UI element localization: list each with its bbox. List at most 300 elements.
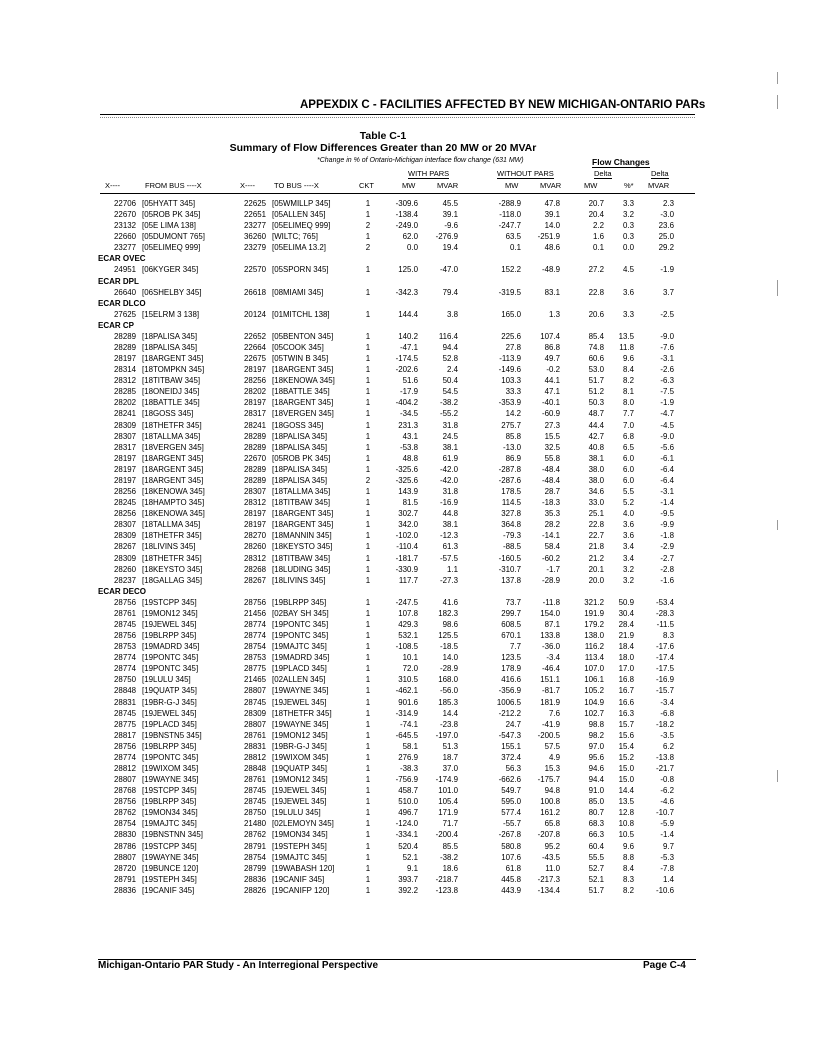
delta-percent: 8.0 <box>623 398 634 408</box>
mw-without-pars: 416.6 <box>501 675 521 685</box>
delta-mvar: -6.8 <box>660 708 674 718</box>
mvar-without-pars: 1.3 <box>549 309 560 319</box>
from-bus-number: 28812 <box>114 763 136 773</box>
table-row <box>0 220 814 231</box>
to-bus-number: 28791 <box>244 841 266 851</box>
mvar-without-pars: 65.8 <box>544 819 560 829</box>
delta-mw: 1.6 <box>593 232 604 242</box>
table-row <box>0 874 814 885</box>
from-bus-number: 23277 <box>114 243 136 253</box>
circuit: 1 <box>365 675 371 685</box>
delta-percent: 16.3 <box>618 708 634 718</box>
mw-with-pars: -74.1 <box>400 719 418 729</box>
to-bus-name: [18ARGENT 345] <box>272 520 334 530</box>
to-bus-number: 28754 <box>244 852 266 862</box>
mvar-with-pars: 18.6 <box>442 863 458 873</box>
col-mvar-without: MVAR <box>540 181 562 190</box>
mw-without-pars: 178.5 <box>501 487 521 497</box>
mw-without-pars: 24.7 <box>505 719 521 729</box>
mvar-with-pars: -276.9 <box>435 232 458 242</box>
mw-without-pars: -353.9 <box>498 398 521 408</box>
mw-without-pars: 155.1 <box>501 741 521 751</box>
to-bus-name: [19WAYNE 345] <box>272 719 329 729</box>
table-row <box>0 796 814 807</box>
from-bus-number: 28807 <box>114 775 136 785</box>
delta-mvar: -6.4 <box>660 464 674 474</box>
delta-mw: 106.1 <box>584 675 604 685</box>
from-bus-number: 27625 <box>114 309 136 319</box>
from-bus-name: [05ROB PK 345] <box>142 210 201 220</box>
to-bus-number: 28754 <box>244 642 266 652</box>
mvar-without-pars: 47.1 <box>544 387 560 397</box>
mw-with-pars: 310.5 <box>398 675 418 685</box>
mw-with-pars: -314.9 <box>395 708 418 718</box>
to-bus-name: [19STEPH 345] <box>272 841 327 851</box>
delta-mw: 53.0 <box>588 365 604 375</box>
to-bus-number: 26618 <box>244 287 266 297</box>
table-row <box>0 231 814 242</box>
from-bus-name: [05DUMONT 765] <box>142 232 206 242</box>
delta-mvar: -3.0 <box>660 210 674 220</box>
to-bus-name: [19CANIF 345] <box>272 874 325 884</box>
from-bus-name: [18TALLMA 345] <box>142 520 201 530</box>
from-bus-number: 28307 <box>114 520 136 530</box>
delta-mw: 97.0 <box>588 741 604 751</box>
from-bus-number: 28753 <box>114 642 136 652</box>
mw-with-pars: 510.0 <box>398 797 418 807</box>
mw-with-pars: 51.6 <box>402 376 418 386</box>
col-delta-mw: MW <box>584 181 598 190</box>
mvar-with-pars: -23.8 <box>440 719 458 729</box>
mvar-without-pars: 44.1 <box>544 376 560 386</box>
mvar-with-pars: 101.0 <box>438 786 458 796</box>
delta-mw: 22.8 <box>588 520 604 530</box>
delta-mvar: -4.7 <box>660 409 674 419</box>
delta-percent: 7.0 <box>623 420 634 430</box>
table-row <box>0 397 814 408</box>
circuit: 1 <box>365 542 371 552</box>
circuit: 1 <box>365 420 371 430</box>
delta-mw: 113.4 <box>584 653 604 663</box>
mvar-without-pars: 55.8 <box>544 453 560 463</box>
delta-mw: 85.0 <box>588 797 604 807</box>
mw-without-pars: 86.9 <box>505 453 521 463</box>
to-bus-number: 28289 <box>244 475 266 485</box>
to-bus-name: [18PALISA 345] <box>272 431 328 441</box>
mw-without-pars: -288.9 <box>498 199 521 208</box>
delta-percent: 12.8 <box>618 808 634 818</box>
delta-mw: 44.4 <box>588 420 604 430</box>
to-bus-number: 22670 <box>244 453 266 463</box>
mw-with-pars: -325.6 <box>395 464 418 474</box>
delta-mw: 40.8 <box>588 442 604 452</box>
mvar-without-pars: 154.0 <box>540 608 560 618</box>
to-bus-number: 28831 <box>244 741 266 751</box>
from-bus-name: [18BATTLE 345] <box>142 398 200 408</box>
mw-without-pars: 14.2 <box>505 409 521 419</box>
circuit: 1 <box>365 708 371 718</box>
from-bus-name: [19JEWEL 345] <box>142 708 197 718</box>
to-bus-name: [05ALLEN 345] <box>272 210 326 220</box>
circuit: 1 <box>365 830 371 840</box>
to-bus-name: [02BAY SH 345] <box>272 608 329 618</box>
scan-edge-mark <box>777 770 778 782</box>
mw-without-pars: 103.3 <box>501 376 521 386</box>
delta-percent: 9.6 <box>623 354 634 364</box>
mvar-without-pars: -46.4 <box>542 664 560 674</box>
to-bus-number: 28775 <box>244 664 266 674</box>
table-row <box>0 818 814 829</box>
mw-with-pars: -325.6 <box>395 475 418 485</box>
mvar-with-pars: 41.6 <box>442 597 458 607</box>
mw-without-pars: 152.2 <box>501 265 521 275</box>
delta-mvar: -6.3 <box>660 376 674 386</box>
delta-mvar: -16.9 <box>656 675 674 685</box>
to-bus-number: 28197 <box>244 398 266 408</box>
to-bus-name: [19MADRD 345] <box>272 653 330 663</box>
from-bus-number: 28756 <box>114 631 136 641</box>
circuit: 1 <box>365 199 371 208</box>
delta-header: Delta <box>594 169 612 178</box>
mw-with-pars: -309.6 <box>395 199 418 208</box>
mw-without-pars: 165.0 <box>501 309 521 319</box>
mw-with-pars: 458.7 <box>398 786 418 796</box>
to-bus-number: 28745 <box>244 786 266 796</box>
delta-mvar: -2.5 <box>660 309 674 319</box>
from-bus-name: [18TITBAW 345] <box>142 376 201 386</box>
delta-mvar: 23.6 <box>658 221 674 231</box>
circuit: 1 <box>365 387 371 397</box>
from-bus-number: 28817 <box>114 730 136 740</box>
table-row <box>0 553 814 564</box>
to-bus-number: 28260 <box>244 542 266 552</box>
mw-without-pars: 178.9 <box>501 664 521 674</box>
mw-with-pars: 532.1 <box>398 631 418 641</box>
from-bus-name: [18TOMPKN 345] <box>142 365 205 375</box>
circuit: 1 <box>365 697 371 707</box>
delta-percent: 5.5 <box>623 487 634 497</box>
from-bus-name: [19BLRPP 345] <box>142 797 197 807</box>
scan-edge-mark <box>777 95 778 109</box>
delta-mvar: -7.6 <box>660 343 674 353</box>
column-header-rule <box>100 193 695 194</box>
mw-without-pars: -212.2 <box>498 708 521 718</box>
circuit: 1 <box>365 575 371 585</box>
mvar-without-pars: -1.7 <box>546 564 560 574</box>
to-bus-number: 22664 <box>244 343 266 353</box>
mvar-without-pars: 49.7 <box>544 354 560 364</box>
delta-mw: 27.2 <box>588 265 604 275</box>
from-bus-number: 28761 <box>114 608 136 618</box>
mw-without-pars: -55.7 <box>503 819 521 829</box>
mw-with-pars: -108.5 <box>395 642 418 652</box>
mw-with-pars: 72.0 <box>402 664 418 674</box>
delta-mw: 95.6 <box>588 752 604 762</box>
table-row <box>0 863 814 874</box>
mvar-without-pars: 133.8 <box>540 631 560 641</box>
from-bus-number: 28312 <box>114 376 136 386</box>
from-bus-name: [18LIVINS 345] <box>142 542 196 552</box>
mvar-without-pars: -18.3 <box>542 498 560 508</box>
delta-mvar: -5.9 <box>660 819 674 829</box>
mw-without-pars: -13.0 <box>503 442 521 452</box>
from-bus-name: [19PONTC 345] <box>142 653 199 663</box>
to-bus-name: [18ARGENT 345] <box>272 365 334 375</box>
from-bus-name: [18GALLAG 345] <box>142 575 203 585</box>
from-bus-number: 28197 <box>114 475 136 485</box>
from-bus-number: 28774 <box>114 664 136 674</box>
mw-without-pars: 549.7 <box>501 786 521 796</box>
circuit: 1 <box>365 664 371 674</box>
mw-with-pars: 43.1 <box>402 431 418 441</box>
mvar-with-pars: -9.6 <box>444 221 458 231</box>
delta-mvar: -1.4 <box>660 830 674 840</box>
to-bus-name: [19MAJTC 345] <box>272 852 327 862</box>
circuit: 2 <box>365 475 371 485</box>
table-row <box>0 287 814 298</box>
table-row <box>0 364 814 375</box>
from-bus-name: [19BNSTNN 345] <box>142 830 203 840</box>
delta-percent: 6.0 <box>623 464 634 474</box>
mw-without-pars: 107.6 <box>501 852 521 862</box>
delta-mw: 38.0 <box>588 475 604 485</box>
group-heading <box>0 276 814 287</box>
circuit: 1 <box>365 763 371 773</box>
delta-mw: 85.4 <box>588 331 604 341</box>
from-bus-name: [19MON34 345] <box>142 808 198 818</box>
from-bus-number: 22660 <box>114 232 136 242</box>
to-bus-name: [19QUATP 345] <box>272 763 327 773</box>
delta-percent: 6.0 <box>623 475 634 485</box>
circuit: 1 <box>365 608 371 618</box>
to-bus-number: 28202 <box>244 387 266 397</box>
mvar-without-pars: 15.3 <box>544 763 560 773</box>
mvar-without-pars: -251.9 <box>537 232 560 242</box>
mvar-without-pars: -134.4 <box>537 885 560 895</box>
delta-mw: 33.0 <box>588 498 604 508</box>
mvar-without-pars: 87.1 <box>544 619 560 629</box>
group-label: ECAR DPL <box>98 276 139 286</box>
mw-without-pars: 61.8 <box>505 863 521 873</box>
mvar-without-pars: -41.9 <box>542 719 560 729</box>
delta-mw: 138.0 <box>584 631 604 641</box>
mvar-without-pars: 4.9 <box>549 752 560 762</box>
mvar-without-pars: -3.4 <box>546 653 560 663</box>
mvar-without-pars: 181.9 <box>540 697 560 707</box>
circuit: 1 <box>365 309 371 319</box>
to-bus-number: 28774 <box>244 619 266 629</box>
to-bus-name: [19MAJTC 345] <box>272 642 327 652</box>
to-bus-number: 28807 <box>244 686 266 696</box>
from-bus-number: 28309 <box>114 553 136 563</box>
delta-mvar: -2.6 <box>660 365 674 375</box>
mw-without-pars: 114.5 <box>501 498 521 508</box>
table-row <box>0 630 814 641</box>
to-bus-name: [19PONTC 345] <box>272 631 329 641</box>
delta-percent: 0.3 <box>623 221 634 231</box>
delta-mvar: -6.1 <box>660 453 674 463</box>
from-bus-name: [19JEWEL 345] <box>142 619 197 629</box>
mw-with-pars: 107.8 <box>398 608 418 618</box>
mvar-with-pars: -28.9 <box>440 664 458 674</box>
col-pct: %* <box>624 181 634 190</box>
mw-without-pars: -662.6 <box>498 775 521 785</box>
mw-with-pars: -342.3 <box>395 287 418 297</box>
to-bus-number: 28745 <box>244 697 266 707</box>
mvar-without-pars: 48.6 <box>544 243 560 253</box>
delta-mvar: -7.5 <box>660 387 674 397</box>
mvar-with-pars: 19.4 <box>442 243 458 253</box>
table-row <box>0 597 814 608</box>
delta-percent: 8.2 <box>623 376 634 386</box>
from-bus-name: [18ONEIDJ 345] <box>142 387 200 397</box>
delta-percent: 4.5 <box>623 265 634 275</box>
circuit: 1 <box>365 642 371 652</box>
mw-with-pars: 81.5 <box>402 498 418 508</box>
mw-with-pars: -462.1 <box>395 686 418 696</box>
from-bus-number: 28762 <box>114 808 136 818</box>
delta-mvar: -3.5 <box>660 730 674 740</box>
circuit: 1 <box>365 343 371 353</box>
table-row <box>0 541 814 552</box>
from-bus-number: 28197 <box>114 453 136 463</box>
table-row <box>0 752 814 763</box>
delta-percent: 3.3 <box>623 199 634 208</box>
mw-with-pars: -756.9 <box>395 775 418 785</box>
mvar-with-pars: 2.4 <box>447 365 458 375</box>
delta-percent: 18.0 <box>618 653 634 663</box>
from-bus-number: 28836 <box>114 885 136 895</box>
delta-mw: 60.4 <box>588 841 604 851</box>
mvar-without-pars: -43.5 <box>542 852 560 862</box>
group-heading <box>0 253 814 264</box>
to-bus-name: [19PONTC 345] <box>272 619 329 629</box>
mvar-with-pars: 39.1 <box>442 210 458 220</box>
to-bus-number: 22675 <box>244 354 266 364</box>
to-bus-number: 22570 <box>244 265 266 275</box>
delta-mvar: -9.5 <box>660 509 674 519</box>
mw-with-pars: -110.4 <box>396 542 418 552</box>
footer-title: Michigan-Ontario PAR Study - An Interregional Perspective <box>98 960 379 971</box>
delta-mvar: -9.0 <box>660 331 674 341</box>
from-bus-name: [19MAJTC 345] <box>142 819 197 829</box>
mvar-without-pars: 35.3 <box>544 509 560 519</box>
from-bus-name: [18KEYSTO 345] <box>142 564 203 574</box>
table-row <box>0 331 814 342</box>
delta-percent: 16.7 <box>618 686 634 696</box>
delta-mw: 34.6 <box>588 487 604 497</box>
circuit: 1 <box>365 287 371 297</box>
mvar-with-pars: 182.3 <box>438 608 458 618</box>
from-bus-name: [06SHELBY 345] <box>142 287 202 297</box>
mw-without-pars: -247.7 <box>498 221 521 231</box>
to-bus-number: 28807 <box>244 719 266 729</box>
to-bus-number: 22625 <box>244 199 266 208</box>
delta-percent: 0.0 <box>623 243 634 253</box>
delta-mw: 48.7 <box>588 409 604 419</box>
delta-mvar: 3.7 <box>663 287 674 297</box>
to-bus-number: 28309 <box>244 708 266 718</box>
to-bus-name: [18GOSS 345] <box>272 420 324 430</box>
mvar-without-pars: -60.9 <box>542 409 560 419</box>
mvar-with-pars: 31.8 <box>442 487 458 497</box>
delta-percent: 16.8 <box>618 675 634 685</box>
to-bus-number: 28317 <box>244 409 266 419</box>
from-bus-name: [18GOSS 345] <box>142 409 194 419</box>
mw-with-pars: -249.0 <box>395 221 418 231</box>
from-bus-name: [19WAYNE 345] <box>142 775 199 785</box>
circuit: 1 <box>365 653 371 663</box>
delta-mvar: -1.4 <box>660 498 674 508</box>
scan-edge-mark <box>777 72 778 84</box>
from-bus-name: [18THETFR 345] <box>142 553 202 563</box>
from-bus-name: [19PONTC 345] <box>142 752 199 762</box>
delta-mw: 66.3 <box>588 830 604 840</box>
delta-mw: 0.1 <box>593 243 604 253</box>
mw-with-pars: 276.9 <box>398 752 418 762</box>
from-bus-name: [19LULU 345] <box>142 675 191 685</box>
from-bus-name: [19MADRD 345] <box>142 642 200 652</box>
mw-with-pars: -334.1 <box>395 830 418 840</box>
to-bus-number: 28267 <box>244 575 266 585</box>
delta-mvar: -21.7 <box>656 763 674 773</box>
delta-percent: 5.2 <box>623 498 634 508</box>
header-rule <box>100 114 695 115</box>
from-bus-name: [19STCPP 345] <box>142 841 197 851</box>
mvar-with-pars: 105.4 <box>438 797 458 807</box>
mvar-without-pars: 107.4 <box>540 331 560 341</box>
from-bus-name: [18ARGENT 345] <box>142 464 204 474</box>
table-row <box>0 685 814 696</box>
delta-percent: 8.3 <box>623 874 634 884</box>
circuit: 1 <box>365 210 371 220</box>
to-bus-number: 28307 <box>244 487 266 497</box>
mvar-without-pars: -11.8 <box>542 597 560 607</box>
to-bus-name: [02ALLEN 345] <box>272 675 326 685</box>
mvar-with-pars: 54.5 <box>442 387 458 397</box>
to-bus-number: 28761 <box>244 730 266 740</box>
mvar-with-pars: 37.0 <box>442 763 458 773</box>
mw-with-pars: -53.8 <box>400 442 418 452</box>
from-bus-name: [18ARGENT 345] <box>142 453 204 463</box>
mw-with-pars: 10.1 <box>402 653 418 663</box>
from-bus-number: 28289 <box>114 331 136 341</box>
mvar-with-pars: 1.1 <box>447 564 458 574</box>
circuit: 1 <box>365 863 371 873</box>
mw-with-pars: -47.1 <box>400 343 418 353</box>
mw-without-pars: 7.7 <box>510 642 521 652</box>
mvar-with-pars: -123.8 <box>435 885 458 895</box>
to-bus-name: [18KEYSTO 345] <box>272 542 333 552</box>
delta-percent: 6.0 <box>623 453 634 463</box>
to-bus-name: [19JEWEL 345] <box>272 786 327 796</box>
from-bus-number: 28756 <box>114 741 136 751</box>
delta-percent: 10.8 <box>618 819 634 829</box>
to-bus-name: [19WIXOM 345] <box>272 752 329 762</box>
mw-without-pars: 0.1 <box>510 243 521 253</box>
from-bus-number: 28756 <box>114 597 136 607</box>
from-bus-name: [05E LIMA 138] <box>142 221 196 231</box>
from-bus-number: 28317 <box>114 442 136 452</box>
table-row <box>0 708 814 719</box>
mvar-without-pars: 161.2 <box>540 808 560 818</box>
mw-with-pars: 520.4 <box>398 841 418 851</box>
table-title: Summary of Flow Differences Greater than 20 MW or 20 MVAr <box>229 142 537 154</box>
group-heading <box>0 298 814 309</box>
circuit: 1 <box>365 719 371 729</box>
delta-mvar: -2.7 <box>660 553 674 563</box>
delta-mvar: -5.6 <box>660 442 674 452</box>
